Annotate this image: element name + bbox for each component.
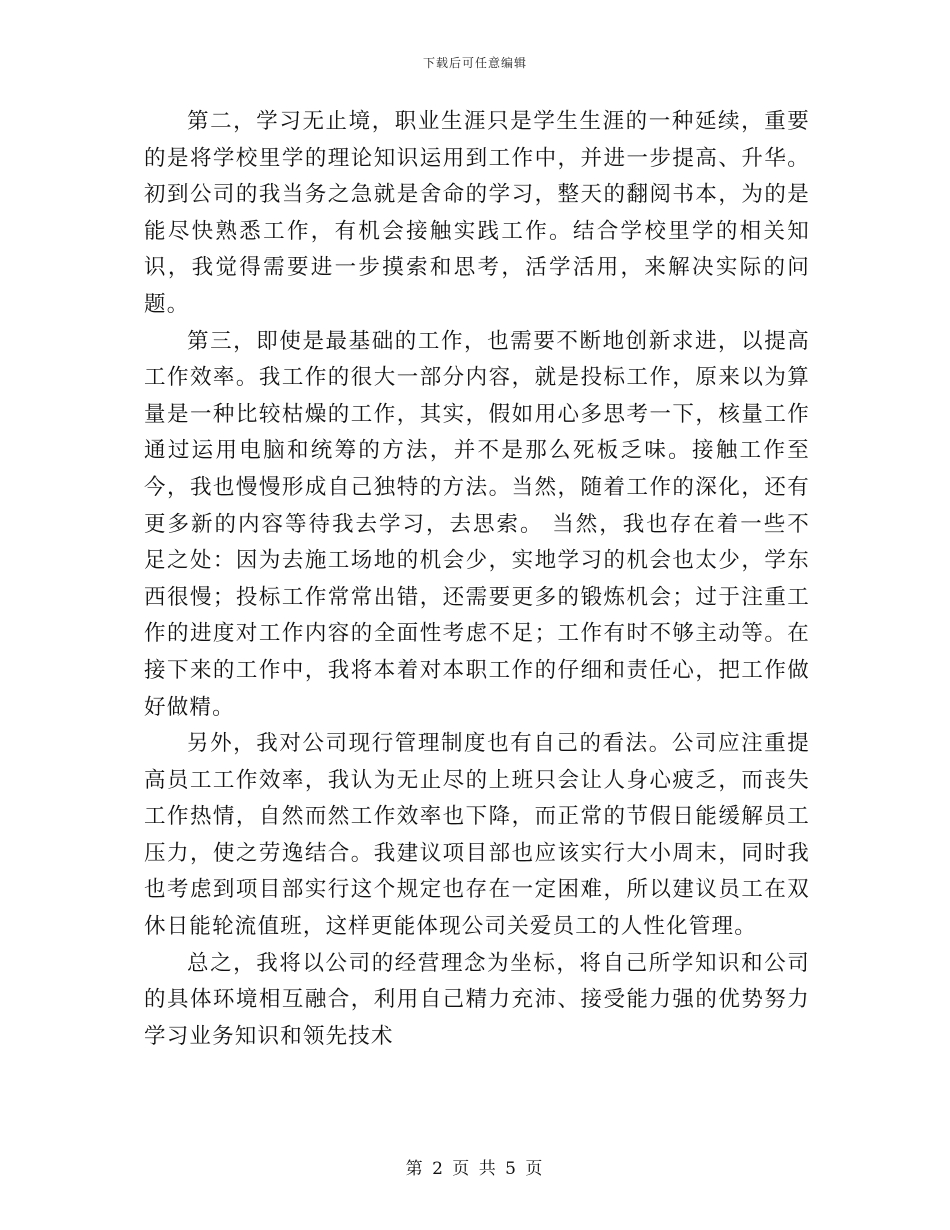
paragraph-management-opinion: 另外，我对公司现行管理制度也有自己的看法。公司应注重提高员工工作效率，我认为无止尽的上班只会让人身心疲乏，而丧失工作热情，自然而然工作效率也下降，而正常的节假日能缓解员工压力，使之劳逸结合。我建议项目部也应该实行大小周末，同时我也考虑到项目部实行这个规定也存在一定困难，所以建议员工在双休日能轮流值班，这样更能体现公司关爱员工的人性化管理。 bbox=[144, 731, 810, 940]
paragraph-third-point: 第三，即使是最基础的工作，也需要不断地创新求进，以提高工作效率。我工作的很大一部分内容，就是投标工作，原来以为算量是一种比较枯燥的工作，其实，假如用心多思考一下，核量工作通过运用电脑和统筹的方法，并不是那么死板乏味。接触工作至今，我也慢慢形成自己独特的方法。当然，随着工作的深化，还有更多新的内容等待我去学习，去思索。 当然，我也存在着一些不足之处：因为去施工场地的机会少，实地学习的机会也太少，学东西很慢；投标工作常常出错，还需要更多的锻炼机会；过于注重工作的进度对工作内容的全面性考虑不足；工作有时不够主动等。在接下来的工作中，我将本着对本职工作的仔细和责任心，把工作做好做精。 bbox=[144, 328, 810, 720]
page-header: 下载后可任意编辑 bbox=[422, 56, 527, 70]
paragraph-conclusion: 总之，我将以公司的经营理念为坐标，将自己所学知识和公司的具体环境相互融合，利用自己精力充沛、接受能力强的优势努力学习业务知识和领先技术 bbox=[144, 950, 810, 1049]
page-number-footer: 第 2 页 共 5 页 bbox=[405, 1159, 545, 1179]
paragraph-second-point: 第二，学习无止境，职业生涯只是学生生涯的一种延续，重要的是将学校里学的理论知识运用到工作中，并进一步提高、升华。初到公司的我当务之急就是舍命的学习，整天的翻阅书本，为的是能尽快熟悉工作，有机会接触实践工作。结合学校里学的相关知识，我觉得需要进一步摸索和思考，活学活用，来解决实际的问题。 bbox=[144, 109, 810, 317]
document-body bbox=[144, 104, 810, 1055]
